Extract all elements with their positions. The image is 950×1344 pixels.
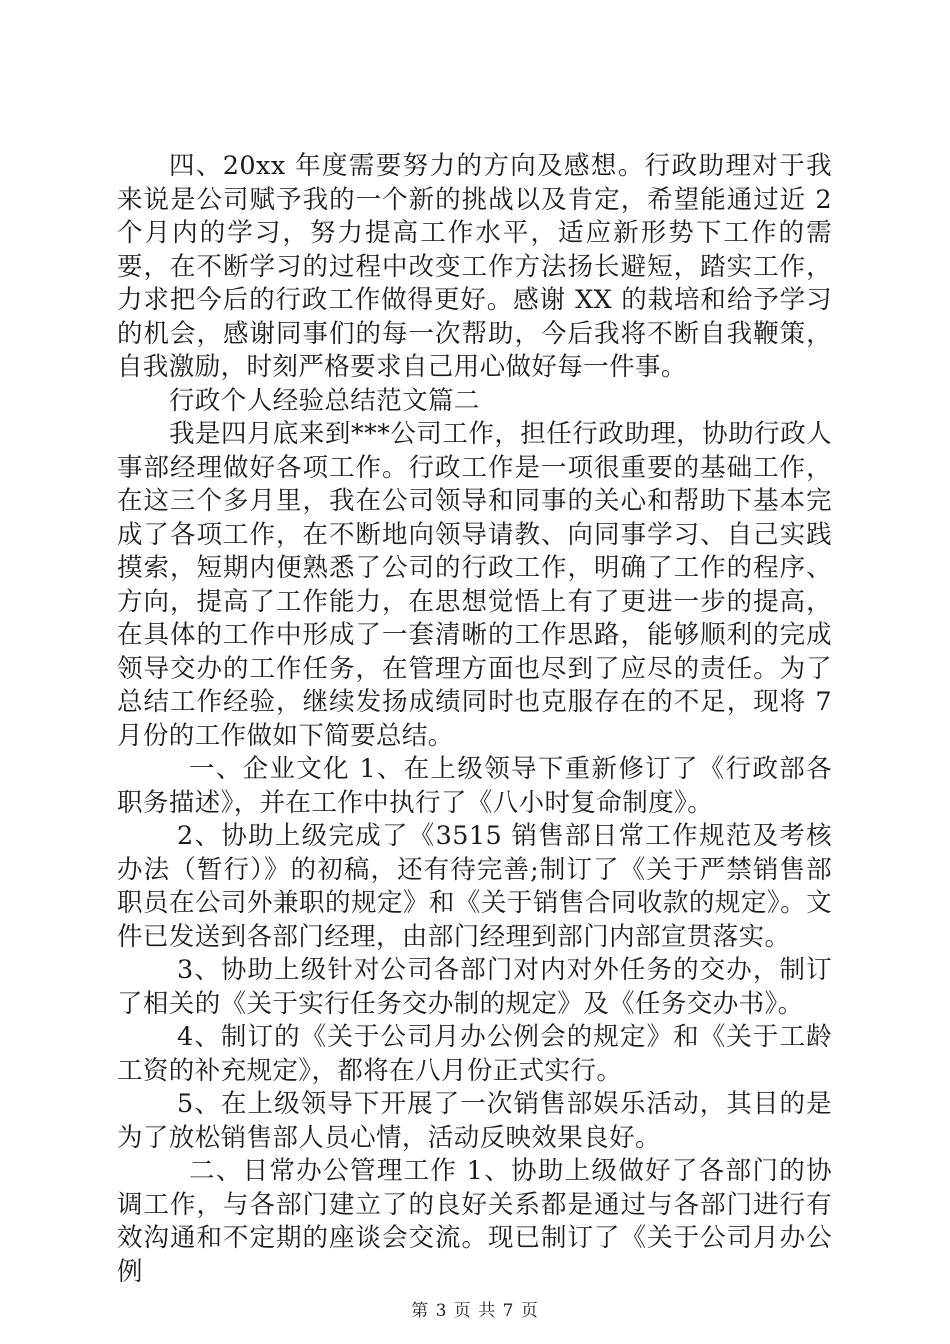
paragraph-corporate-culture-3: 3、协助上级针对公司各部门对内对外任务的交办，制订了相关的《关于实行任务交办制的规定》及《任务交办书》。 (117, 955, 832, 1019)
paragraph-corporate-culture-2: 2、协助上级完成了《3515 销售部日常工作规范及考核办法（暂行）》的初稿，还有待完善;制订了《关于严禁销售部职员在公司外兼职的规定》和《关于销售合同收款的规定》。文件已发送到各部门经理，由部门经理到部门内部宣贯落实。 (117, 821, 832, 952)
paragraph-corporate-culture-4: 4、制订的《关于公司月办公例会的规定》和《关于工龄工资的补充规定》，都将在八月份正式实行。 (117, 1022, 832, 1086)
paragraph-intro: 我是四月底来到***公司工作，担任行政助理，协助行政人事部经理做好各项工作。行政工作是一项很重要的基础工作，在这三个多月里，我在公司领导和同事的关心和帮助下基本完成了各项工作，在不断地向领导请教、向同事学习、自己实践摸索，短期内便熟悉了公司的行政工作，明确了工作的程序、方向，提高了工作能力，在思想觉悟上有了更进一步的提高，在具体的工作中形成了一套清晰的工作思路，能够顺利的完成领导交办的工作任务，在管理方面也尽到了应尽的责任。为了总结工作经验，继续发扬成绩同时也克服存在的不足，现将 7 月份的工作做如下简要总结。 (117, 419, 832, 751)
paragraph-office-management: 二、日常办公管理工作 1、协助上级做好了各部门的协调工作，与各部门建立了的良好关系都是通过与各部门进行有效沟通和不定期的座谈会交流。现已制订了《关于公司月办公例 (117, 1156, 832, 1287)
paragraph-corporate-culture-1: 一、企业文化 1、在上级领导下重新修订了《行政部各职务描述》，并在工作中执行了《八小时复命制度》。 (117, 754, 832, 818)
document-body (117, 150, 832, 1289)
paragraph-section-four: 四、20xx 年度需要努力的方向及感想。行政助理对于我来说是公司赋予我的一个新的挑战以及肯定，希望能通过近 2 个月内的学习，努力提高工作水平，适应新形势下工作的需要，在不断学习的过程中改变工作方法扬长避短，踏实工作，力求把今后的行政工作做得更好。感谢 XX 的栽培和给予学习的机会，感谢同事们的每一次帮助，今后我将不断自我鞭策，自我激励，时刻严格要求自己用心做好每一件事。 (117, 151, 832, 382)
page-footer: 第 3 页 共 7 页 (411, 1301, 539, 1321)
paragraph-heading-part-two: 行政个人经验总结范文篇二 (169, 385, 480, 416)
paragraph-corporate-culture-5: 5、在上级领导下开展了一次销售部娱乐活动，其目的是为了放松销售部人员心情，活动反映效果良好。 (117, 1089, 832, 1153)
